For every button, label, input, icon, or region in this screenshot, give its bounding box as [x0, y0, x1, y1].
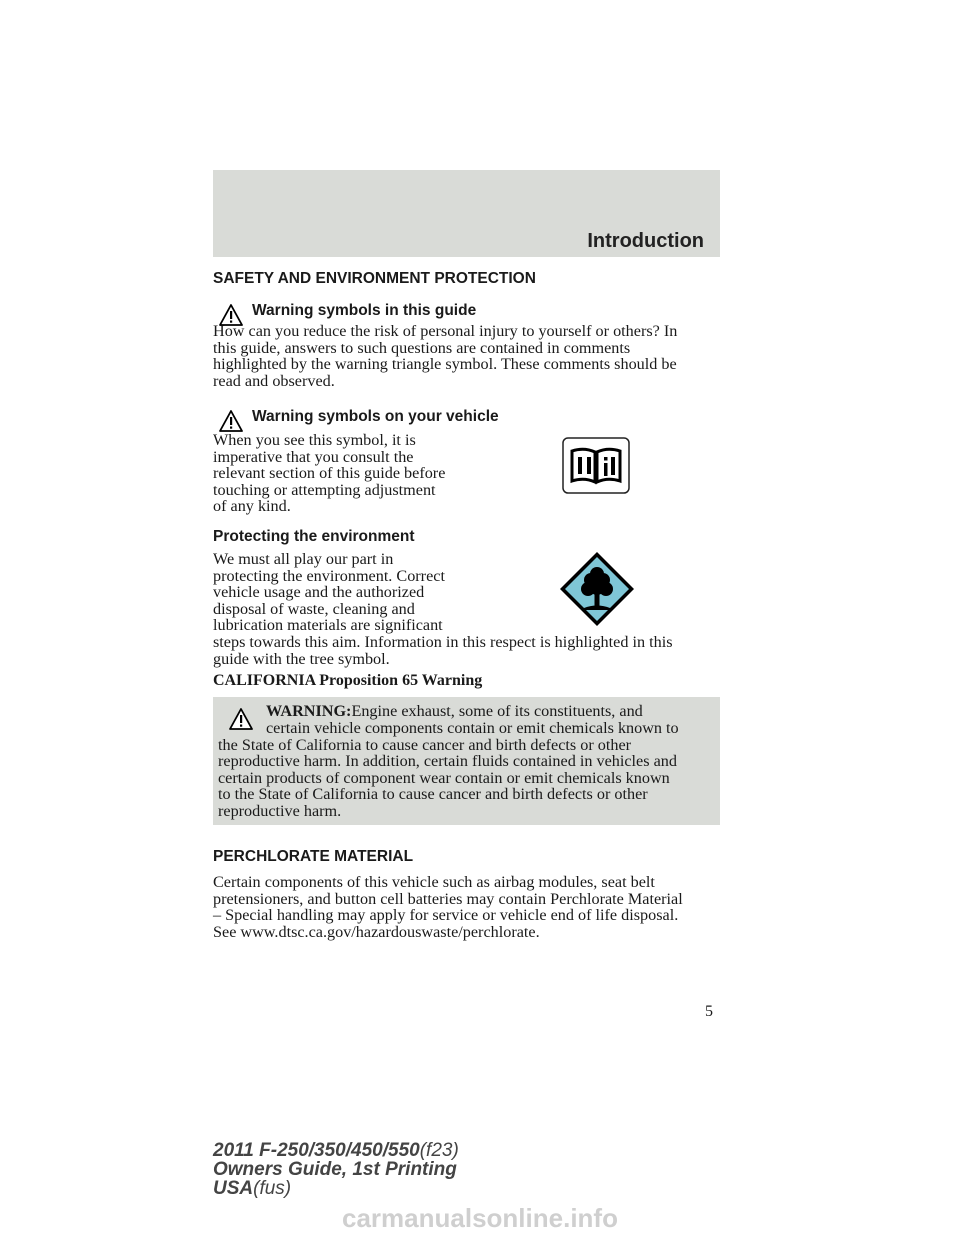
- section-heading: PERCHLORATE MATERIAL: [213, 848, 414, 865]
- footer-model: 2011 F-250/350/450/550: [213, 1140, 420, 1161]
- text-line: of any kind.: [213, 497, 291, 516]
- footer-market-code: (fus): [253, 1178, 292, 1199]
- subheading-protecting-environment: Protecting the environment: [213, 528, 415, 545]
- text-line: read and observed.: [213, 371, 335, 390]
- text-line: imperative that you consult the: [213, 447, 414, 466]
- paragraph-warning-symbols-guide: [213, 323, 723, 389]
- text-line: We must all play our part in: [213, 550, 394, 568]
- text-line: See www.dtsc.ca.gov/hazardouswaste/perchlorate.: [213, 922, 540, 941]
- warning-text: [218, 720, 718, 820]
- watermark: carmanualsonline.info: [342, 1203, 618, 1233]
- text-line: vehicle usage and the authorized: [213, 583, 425, 602]
- section-title: Introduction: [587, 230, 704, 252]
- text-line: relevant section of this guide before: [213, 464, 446, 483]
- warning-box: [213, 697, 720, 825]
- text-line: to the State of California to cause cancer and birth defects or other: [218, 785, 648, 804]
- warning-triangle-icon: [219, 410, 243, 432]
- text-line: Engine exhaust, some of its constituents, and: [351, 702, 643, 720]
- subheading-warning-symbols-guide: Warning symbols in this guide: [252, 302, 477, 319]
- text-line: guide with the tree symbol.: [213, 649, 390, 668]
- text-line: highlighted by the warning triangle symbol. These comments should be: [213, 355, 677, 374]
- text-line: protecting the environment. Correct: [213, 566, 445, 585]
- tree-symbol-icon: [558, 550, 636, 628]
- subheading-warning-symbols-vehicle: Warning symbols on your vehicle: [252, 408, 499, 425]
- footer-edition: Owners Guide, 1st Printing: [213, 1159, 457, 1180]
- text-line: pretensioners, and button cell batteries may contain Perchlorate Material: [213, 889, 683, 908]
- text-line: certain vehicle components contain or emit chemicals known to: [266, 719, 679, 737]
- footer-market: USA: [213, 1178, 254, 1199]
- text-line: When you see this symbol, it is: [213, 431, 416, 449]
- page-number: 5: [705, 1003, 713, 1020]
- text-line: this guide, answers to such questions are contained in comments: [213, 338, 631, 357]
- footer-code: (f23): [419, 1140, 459, 1161]
- text-line: – Special handling may apply for service or vehicle end of life disposal.: [213, 906, 679, 925]
- text-line: disposal of waste, cleaning and: [213, 599, 415, 618]
- text-line: the State of California to cause cancer and birth defects or other: [218, 735, 632, 754]
- text-line: reproductive harm. In addition, certain fluids contained in vehicles and: [218, 752, 677, 771]
- subheading-prop65: CALIFORNIA Proposition 65 Warning: [213, 672, 483, 689]
- text-line: Certain components of this vehicle such as airbag modules, seat belt: [213, 873, 655, 891]
- warning-label: WARNING:: [266, 702, 352, 720]
- text-line: steps towards this aim. Information in this respect is highlighted in this: [213, 632, 673, 651]
- print-footer: [213, 1141, 459, 1198]
- paragraph-perchlorate: [213, 874, 728, 940]
- text-line: How can you reduce the risk of personal injury to yourself or others? In: [213, 322, 678, 340]
- section-heading: SAFETY AND ENVIRONMENT PROTECTION: [213, 270, 536, 287]
- text-line: touching or attempting adjustment: [213, 480, 436, 499]
- paragraph-warning-symbols-vehicle: [213, 432, 513, 515]
- text-line: certain products of component wear contain or emit chemicals known: [218, 768, 670, 787]
- warning-first-line: [266, 703, 716, 720]
- text-line: reproductive harm.: [218, 801, 342, 820]
- owners-manual-icon: [562, 437, 630, 494]
- paragraph-protecting-environment: [213, 551, 723, 667]
- section-header-bar: [213, 170, 720, 257]
- text-line: lubrication materials are significant: [213, 616, 443, 635]
